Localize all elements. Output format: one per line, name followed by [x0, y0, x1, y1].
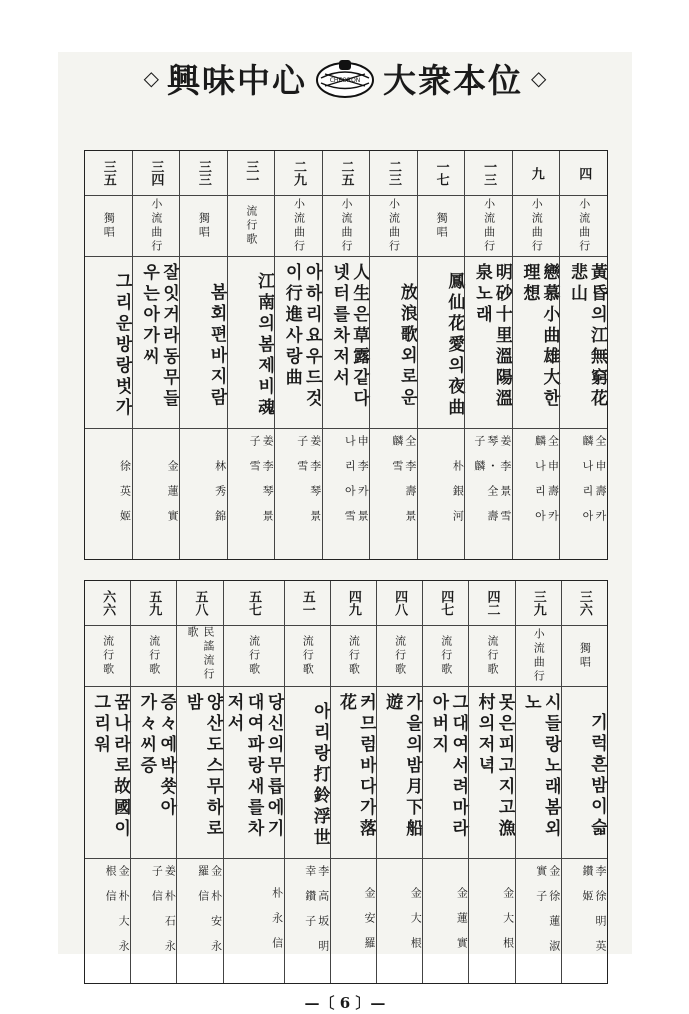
song-title: 아리랑打鈴浮世 — [285, 687, 330, 859]
record-number: 二五 — [323, 151, 370, 196]
record-number: 五九 — [131, 581, 176, 626]
record-number: 四七 — [423, 581, 468, 626]
record-number: 一三 — [465, 151, 512, 196]
genre: 小流曲行 — [133, 196, 180, 257]
genre: 小流曲行 — [370, 196, 417, 257]
song-title: 잘잇거라동무들우는아가씨 — [133, 257, 180, 429]
record-number: 五八 — [177, 581, 222, 626]
song-column — [274, 151, 322, 559]
genre: 流行歌 — [285, 626, 330, 687]
song-column — [85, 581, 130, 983]
artist: 姜李琴景子雪 — [295, 435, 322, 535]
song-column — [376, 581, 422, 983]
diamond-icon: ◇ — [143, 66, 159, 90]
artist: 李高坂明幸鑽子 — [303, 865, 330, 965]
song-title: 人生은草露같다넷터를차저서 — [323, 257, 370, 429]
song-column — [132, 151, 180, 559]
artist: 金朴大永根信 — [104, 865, 131, 965]
genre: 獨唱 — [418, 196, 465, 257]
record-number: 三三 — [180, 151, 227, 196]
record-number: 九 — [513, 151, 560, 196]
song-title: 戀慕小曲雄大한理想 — [513, 257, 560, 429]
song-column — [422, 581, 468, 983]
artist: 徐英姬 — [118, 459, 132, 535]
artist: 全申壽카麟나리아 — [581, 435, 607, 535]
genre: 流行歌 — [131, 626, 176, 687]
song-title: 못은피고지고漁村의저녁 — [469, 687, 514, 859]
genre: 小流曲行 — [465, 196, 512, 257]
record-number: 四二 — [469, 581, 514, 626]
artist: 金徐蓮淑實子 — [534, 865, 561, 965]
page — [58, 52, 632, 1012]
record-number: 五一 — [285, 581, 330, 626]
record-number: 三一 — [228, 151, 275, 196]
record-number: 四八 — [377, 581, 422, 626]
artist: 朴銀河 — [451, 459, 465, 535]
song-column — [223, 581, 284, 983]
artist: 金蓮實 — [166, 459, 180, 535]
song-title: 黃昏의江無窮花悲山 — [560, 257, 607, 429]
artist: 金蓮實 — [455, 886, 469, 962]
genre: 小流曲行 — [560, 196, 607, 257]
logo-text: CHEORON — [329, 77, 361, 84]
artist: 金朴安永羅信 — [196, 865, 223, 965]
genre: 小流曲行 — [275, 196, 322, 257]
genre: 小流曲行 — [516, 626, 561, 687]
song-column — [330, 581, 376, 983]
diamond-icon: ◇ — [531, 66, 547, 90]
title-right: 大衆本位 — [383, 60, 523, 100]
song-title: 鳳仙花愛의夜曲 — [418, 257, 465, 429]
genre: 流行歌 — [423, 626, 468, 687]
song-title: 커므럼바다가落花 — [331, 687, 376, 859]
song-column — [322, 151, 370, 559]
song-title: 증々예박쑛아가々씨증 — [131, 687, 176, 859]
song-column — [176, 581, 222, 983]
song-title: 그대여서려마라아버지 — [423, 687, 468, 859]
title-left: 興味中心 — [167, 60, 307, 100]
song-title: 시들랑노래봄외노 — [516, 687, 561, 859]
song-title: 그리운방랑벗가 — [85, 257, 132, 429]
artist: 姜李琴景子雪 — [248, 435, 275, 535]
record-number: 四九 — [331, 581, 376, 626]
song-title: 江南의봄제비魂 — [228, 257, 275, 429]
artist: 林秀錦 — [213, 459, 227, 535]
genre: 流行歌 — [85, 626, 130, 687]
song-column — [515, 581, 561, 983]
song-column — [227, 151, 275, 559]
artist: 申李카景나리아雪 — [343, 435, 370, 535]
genre: 小流曲行 — [323, 196, 370, 257]
song-column — [559, 151, 607, 559]
genre: 獨唱 — [85, 196, 132, 257]
record-number: 二九 — [275, 151, 322, 196]
artist: 全李壽景麟雪 — [390, 435, 417, 535]
genre: 流行歌 — [224, 626, 284, 687]
song-column — [512, 151, 560, 559]
song-table-bottom — [84, 580, 608, 984]
song-column — [417, 151, 465, 559]
genre: 流行歌 — [469, 626, 514, 687]
artist: 姜朴石永子信 — [150, 865, 177, 965]
artist: 全申壽카麟나리아 — [533, 435, 560, 535]
page-number: —〔 6 〕— — [304, 993, 386, 1012]
song-title: 봄회편바지람 — [180, 257, 227, 429]
genre: 獨唱 — [180, 196, 227, 257]
song-table-top — [84, 150, 608, 560]
artist: 李徐明英鑽姬 — [581, 865, 607, 965]
genre: 獨唱 — [562, 626, 607, 687]
record-number: 三九 — [516, 581, 561, 626]
artist: 金安羅 — [362, 886, 376, 962]
record-number: 五七 — [224, 581, 284, 626]
song-column — [369, 151, 417, 559]
record-number: 二三 — [370, 151, 417, 196]
genre: 小流曲行 — [513, 196, 560, 257]
song-column — [468, 581, 514, 983]
record-number: 一七 — [418, 151, 465, 196]
song-column — [561, 581, 607, 983]
artist: 金大根 — [409, 886, 423, 962]
song-column — [464, 151, 512, 559]
song-title: 가을의밤月下船遊 — [377, 687, 422, 859]
song-title: 양산도스무하로밤 — [177, 687, 222, 859]
record-number: 六六 — [85, 581, 130, 626]
artist: 金大根 — [501, 886, 515, 962]
artist: 姜李景雪琴・全壽子麟 — [472, 435, 512, 535]
song-column — [85, 151, 132, 559]
song-column — [130, 581, 176, 983]
genre: 流行歌 — [331, 626, 376, 687]
genre: 流行歌 — [228, 196, 275, 257]
song-column — [179, 151, 227, 559]
song-title: 아하리요우드것이行進사랑曲 — [275, 257, 322, 429]
song-column — [284, 581, 330, 983]
record-number: 三五 — [85, 151, 132, 196]
record-number: 四 — [560, 151, 607, 196]
song-title: 당신의무릅에기대여파랑새를차저서 — [224, 687, 284, 859]
page-header — [58, 52, 632, 104]
song-title: 放浪歌외로운 — [370, 257, 417, 429]
record-number: 三六 — [562, 581, 607, 626]
record-number: 三四 — [133, 151, 180, 196]
genre: 民謠流行歌 — [177, 626, 222, 687]
song-title: 明砂十里溫陽溫泉노래 — [465, 257, 512, 429]
song-title: 기럭흔밤이슯 — [562, 687, 607, 859]
artist: 朴永信 — [270, 886, 284, 962]
song-title: 꿈나라로故國이그리워 — [85, 687, 130, 859]
genre: 流行歌 — [377, 626, 422, 687]
gramophone-logo-icon — [315, 56, 375, 100]
